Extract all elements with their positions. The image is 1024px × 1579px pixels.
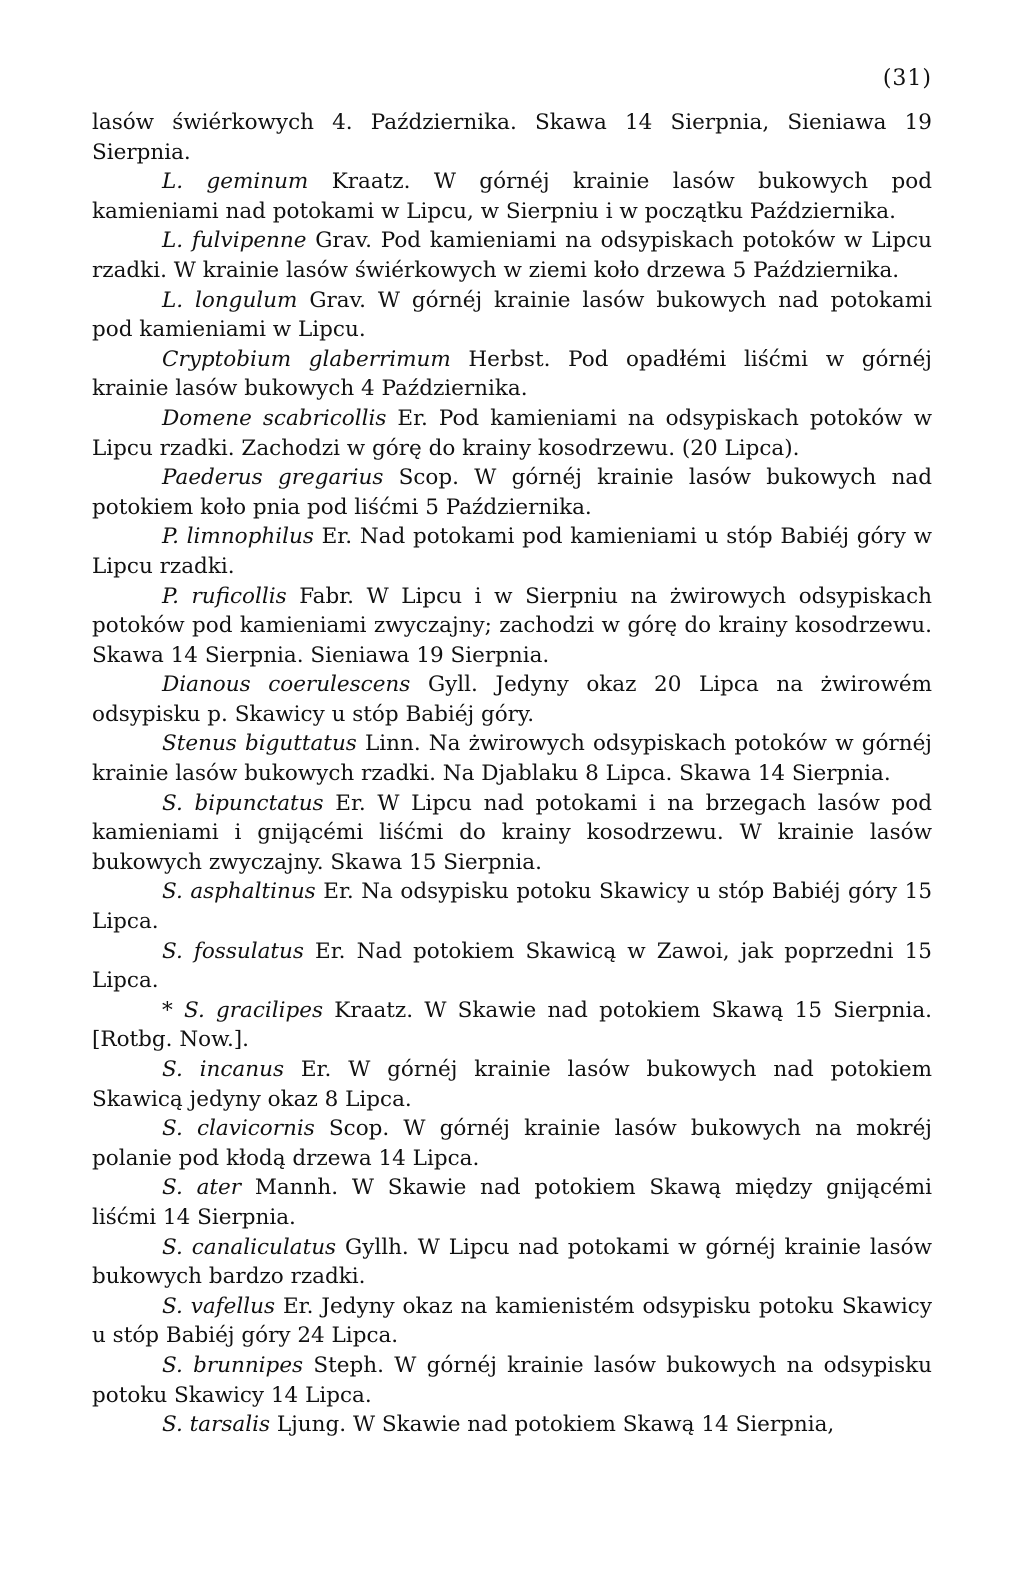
- species-entry: [92, 789, 932, 878]
- species-entry: [92, 1233, 932, 1292]
- species-name: P. limnophilus: [162, 524, 314, 550]
- entry-text: W górnéj krainie lasów bukowych nad potokiem koło pnia pod liśćmi 5 Października.: [92, 465, 932, 520]
- species-author: Er.: [323, 879, 354, 905]
- entry-text: Pod opadłémi liśćmi w górnéj krainie lasów bukowych 4 Października.: [92, 346, 932, 402]
- entry-text: W górnéj krainie lasów bukowych nad potokami pod kamieniami w Lipcu.: [92, 287, 932, 343]
- species-name: Cryptobium glaberrimum: [162, 346, 451, 372]
- species-entry: [92, 1055, 932, 1114]
- species-name: L. longulum: [162, 287, 298, 313]
- entry-text: W górnéj krainie lasów bukowych na odsypisku potoku Skawicy 14 Lipca.: [92, 1352, 933, 1408]
- entry-text: lasów świérkowych 4. Października. Skawa 14 Sierpnia, Sieniawa 19 Sierpnia.: [92, 110, 932, 165]
- species-author: Steph.: [313, 1352, 384, 1378]
- entry-text: W Lipcu i w Sierpniu na żwirowych odsypiskach potoków pod kamieniami zwyczajny; zachodzi w górę do krainy kosodrzewu. Skawa 14 Sierpnia. Sieniawa 19 Sierpnia.: [92, 583, 932, 668]
- species-name: S. clavicornis: [162, 1116, 315, 1142]
- species-entry: [92, 167, 932, 226]
- entry-text: W Skawie nad potokiem Skawą 15 Sierpnia. [Rotbg. Now.].: [92, 997, 932, 1053]
- page-number: (31): [882, 66, 932, 91]
- species-entry: [92, 1114, 932, 1173]
- species-name: P. ruficollis: [162, 583, 287, 609]
- species-author: Scop.: [398, 465, 459, 491]
- species-name: Stenus biguttatus: [162, 731, 357, 757]
- species-name: S. fossulatus: [162, 938, 304, 964]
- entry-text: Jedyny okaz 20 Lipca na żwirowém odsypisku p. Skawicy u stóp Babiéj góry.: [92, 672, 932, 727]
- species-name: S. ater: [162, 1175, 242, 1201]
- species-author: Ljung.: [276, 1412, 347, 1438]
- species-entry: [92, 670, 932, 729]
- species-name: L. geminum: [162, 169, 309, 195]
- species-author: Er.: [397, 405, 428, 431]
- species-author: Er.: [321, 524, 353, 550]
- species-entry: [92, 522, 932, 581]
- species-author: Grav.: [315, 228, 372, 254]
- species-author: Fabr.: [299, 583, 355, 609]
- species-name: S. incanus: [162, 1057, 284, 1082]
- entry-text: W Lipcu nad potokami i na brzegach lasów pod kamieniami i gnijącémi liśćmi do krainy kosodrzewu. W krainie lasów bukowych zwyczajny. Skawa 15 Sierpnia.: [92, 790, 933, 875]
- species-name: S. canaliculatus: [162, 1234, 337, 1260]
- entry-text: Na żwirowych odsypiskach potoków w górnéj krainie lasów bukowych rzadki. Na Djablaku 8 Lipca. Skawa 14 Sierpnia.: [92, 731, 932, 787]
- species-entry: [92, 996, 932, 1055]
- species-entry: [92, 1292, 932, 1351]
- species-entry: [92, 582, 932, 671]
- entry-text: W górnéj krainie lasów bukowych na mokréj polanie pod kłodą drzewa 14 Lipca.: [92, 1116, 932, 1171]
- entry-text: Pod kamieniami na odsypiskach potoków w Lipcu rzadki. W krainie lasów świérkowych w ziemi koło drzewa 5 Października.: [92, 228, 933, 283]
- species-author: Er.: [282, 1293, 314, 1319]
- species-name: S. asphaltinus: [162, 879, 316, 905]
- species-author: Scop.: [328, 1116, 390, 1142]
- species-name: L. fulvipenne: [162, 228, 307, 254]
- species-author: Kraatz.: [331, 169, 411, 195]
- species-entry: [92, 1351, 932, 1410]
- species-entry: [92, 877, 932, 936]
- species-name: S. brunnipes: [162, 1352, 304, 1378]
- entry-text: W górnéj krainie lasów bukowych nad potokiem Skawicą jedyny okaz 8 Lipca.: [92, 1057, 932, 1112]
- entry-text: W Skawie nad potokiem Skawą między gnijącémi liśćmi 14 Sierpnia.: [92, 1175, 933, 1230]
- entry-text: W górnéj krainie lasów bukowych pod kamieniami nad potokami w Lipcu, w Sierpniu i w początku Października.: [92, 169, 932, 224]
- species-name: S. bipunctatus: [162, 790, 324, 816]
- entry-text: W Lipcu nad potokami w górnéj krainie lasów bukowych bardzo rzadki.: [92, 1234, 932, 1290]
- species-entry: [92, 226, 932, 285]
- species-author: Er.: [315, 938, 346, 964]
- species-entry: [92, 286, 932, 345]
- continuation-paragraph: [92, 108, 932, 167]
- species-entry: [92, 404, 932, 463]
- species-name: * S. gracilipes: [162, 997, 324, 1023]
- species-entry: [92, 1173, 932, 1232]
- species-entry: [92, 729, 932, 788]
- entry-text: Na odsypisku potoku Skawicy u stóp Babiéj góry 15 Lipca.: [92, 879, 933, 935]
- species-author: Er.: [335, 790, 366, 816]
- entry-text: Pod kamieniami na odsypiskach potoków w Lipcu rzadki. Zachodzi w górę do krainy kosodrzewu. (20 Lipca).: [92, 405, 932, 461]
- document-page: [92, 66, 932, 1440]
- species-author: Linn.: [364, 731, 421, 757]
- species-author: Grav.: [309, 287, 367, 313]
- species-name: Dianous coerulescens: [162, 672, 411, 698]
- species-name: Domene scabricollis: [162, 405, 387, 431]
- document-body: [92, 108, 932, 1440]
- species-entry: [92, 463, 932, 522]
- species-name: Paederus gregarius: [162, 465, 384, 491]
- entry-text: Nad potokiem Skawicą w Zawoi, jak poprzedni 15 Lipca.: [92, 938, 932, 994]
- species-author: Er.: [300, 1057, 332, 1082]
- species-author: Gyll.: [427, 672, 478, 698]
- entry-text: Jedyny okaz na kamienistém odsypisku potoku Skawicy u stóp Babiéj góry 24 Lipca.: [92, 1293, 932, 1349]
- species-author: Kraatz.: [334, 997, 414, 1023]
- species-entry: [92, 1410, 932, 1440]
- species-name: S. tarsalis: [162, 1412, 271, 1438]
- species-name: S. vafellus: [162, 1293, 276, 1319]
- species-author: Gyllh.: [345, 1234, 409, 1260]
- species-entry: [92, 937, 932, 996]
- entry-text: Nad potokami pod kamieniami u stóp Babiéj góry w Lipcu rzadki.: [92, 524, 933, 579]
- species-author: Herbst.: [468, 346, 551, 372]
- species-author: Mannh.: [254, 1175, 339, 1201]
- species-entry: [92, 345, 932, 404]
- entry-text: W Skawie nad potokiem Skawą 14 Sierpnia,: [352, 1412, 835, 1438]
